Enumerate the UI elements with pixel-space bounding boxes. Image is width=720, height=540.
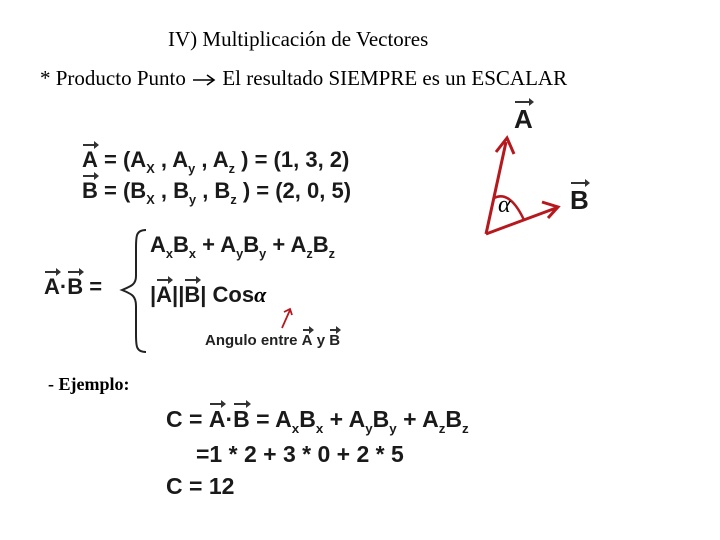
vector-diagram (470, 90, 630, 250)
right-arrow-icon (191, 73, 217, 87)
dot-formula-magnitudes: |A||B| Cosα (150, 282, 267, 307)
diagram-vector-b-label: B (570, 185, 589, 215)
pointer-arrow-icon (278, 306, 296, 330)
diagram-vector-a-label: A (514, 104, 533, 134)
example-label: - Ejemplo: (48, 374, 130, 394)
subtitle-prefix: * Producto Punto (40, 66, 186, 90)
vector-a-components: $A = (A_X$ , $A_y$ , $A_z$ ) = (1, 3, 2) (82, 147, 350, 176)
angle-note: Angulo entre A y B (205, 332, 341, 349)
brace-shape (118, 228, 150, 354)
example-line-1: $C = A\cdot B = A_xB_x + A_yB_y + A_zB_z$ (166, 406, 469, 436)
subtitle (40, 66, 567, 91)
vector-a-arrow (486, 142, 506, 234)
vector-b-components: $B = (B_X$ , $B_y$ , $B_z$ ) = (2, 0, 5) (82, 178, 352, 207)
subtitle-suffix: El resultado SIEMPRE es un ESCALAR (222, 66, 568, 90)
page-title: IV) Multiplicación de Vectores (168, 27, 429, 51)
dot-formula-components: $A_xB_x + A_yB_y + A_zB_z$ (150, 232, 336, 261)
example-result: C = 12 (166, 473, 235, 499)
diagram-angle-label: α (498, 192, 511, 218)
example-line-2: =1 * 2 + 3 * 0 + 2 * 5 (196, 441, 404, 467)
vector-a-symbol: A (82, 147, 98, 172)
vector-b-symbol: B (82, 178, 98, 203)
dot-product-lhs: A·B = (44, 274, 103, 299)
